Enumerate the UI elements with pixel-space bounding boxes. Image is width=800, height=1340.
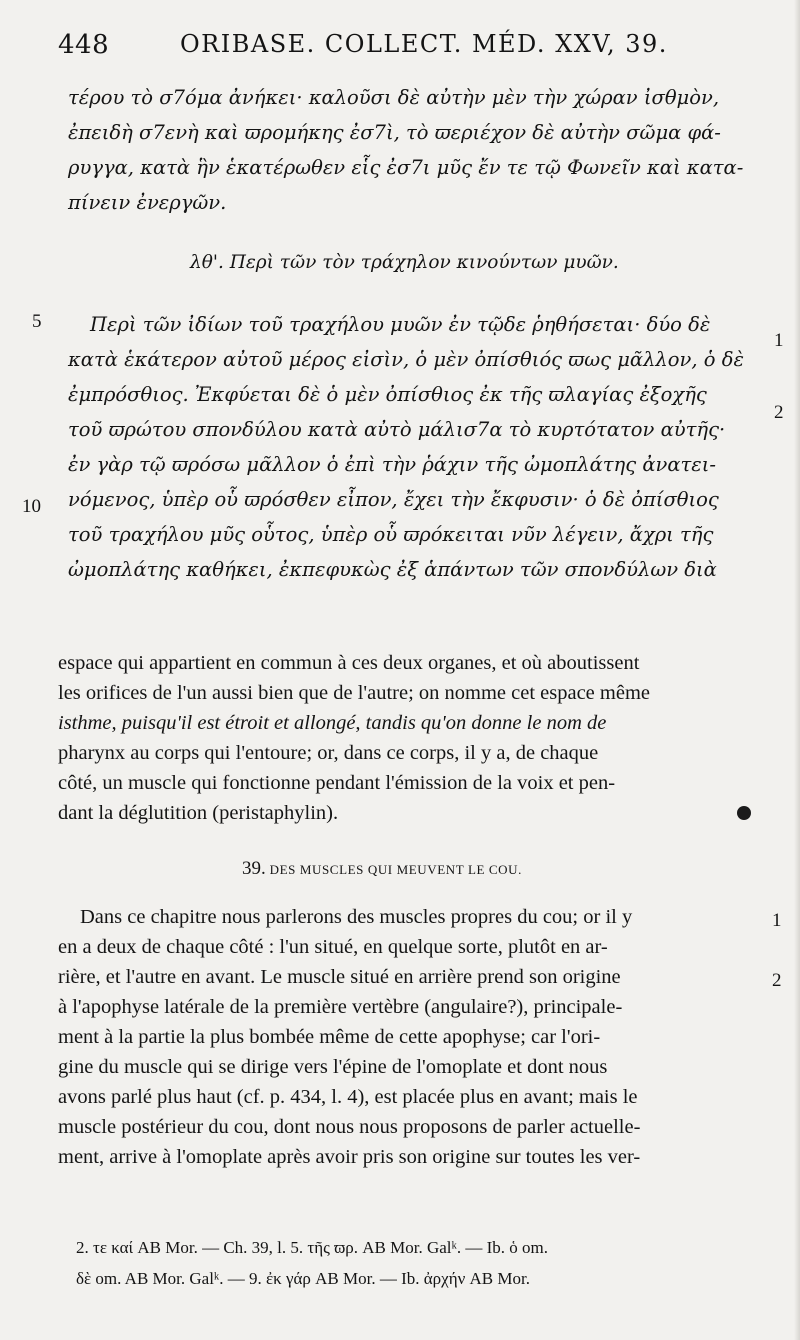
note-marker-margin: 1 [772, 910, 782, 931]
text-line: τοῦ τραχήλου μῦς οὗτος, ὑπὲρ οὗ ϖρόκειται νῦν λέγειν, ἄχρι τῆς [68, 523, 714, 546]
text-line: muscle postérieur du cou, dont nous nous proposons de parler actuelle- [58, 1116, 641, 1138]
footnote-line: δὲ om. AB Mor. Galᵏ. — 9. ἐκ γάρ AB Mor. — Ib. ἀρχήν AB Mor. [76, 1269, 530, 1288]
chapter-heading: DES MUSCLES QUI MEUVENT LE COU. [269, 862, 522, 877]
footnote-line: 2. τε καί AB Mor. — Ch. 39, l. 5. τῆς ϖρ. AB Mor. Galᵏ. — Ib. ὁ om. [76, 1238, 549, 1257]
page-number: 448 [58, 30, 110, 60]
text-line: espace qui appartient en commun à ces deux organes, et où aboutissent [58, 652, 640, 674]
text-line: ὠμοπλάτης καθήκει, ἐκπεφυκὼς ἐξ ἁπάντων τῶν σπονδύλων διὰ [68, 558, 717, 581]
text-line: en a deux de chaque côté : l'un situé, en quelque sorte, plutôt en ar- [58, 936, 608, 958]
text-line: ἐπειδὴ σ7ενὴ καὶ ϖρομήκης ἐσ7ὶ, τὸ ϖεριέχον δὲ αὐτὴν σῶμα φά- [68, 121, 721, 144]
note-marker-margin: 2 [772, 970, 782, 991]
text-line: côté, un muscle qui fonctionne pendant l'émission de la voix et pen- [58, 772, 616, 794]
text-line: ment, arrive à l'omoplate après avoir pris son origine sur toutes les ver- [58, 1146, 641, 1168]
french-text-section [58, 902, 758, 1172]
text-line: τοῦ ϖρώτου σπονδύλου κατὰ αὐτὸ μάλισ7α τὸ κυρτότατον αὐτῆς· [68, 418, 726, 441]
text-line: τέρου τὸ σ7όμα ἀνήκει· καλοῦσι δὲ αὐτὴν μὲν τὴν χώραν ἰσθμὸν, [68, 86, 720, 109]
chapter-number: 39. [242, 858, 266, 879]
ink-blot [737, 806, 751, 820]
greek-text-section [68, 307, 768, 587]
text-line: ment à la partie la plus bombée même de cette apophyse; car l'ori- [58, 1026, 601, 1048]
text-line: isthme, puisqu'il est étroit et allongé, tandis qu'on donne le nom de [58, 712, 607, 734]
text-line: ἐν γὰρ τῷ ϖρόσω μᾶλλον ὁ ἐπὶ τὴν ῥάχιν τῆς ὠμοπλάτης ἀνατει- [68, 453, 717, 476]
line-number-margin: 10 [22, 496, 41, 517]
line-number-margin: 5 [32, 311, 42, 332]
page-header [58, 30, 748, 70]
footnotes [76, 1232, 776, 1294]
text-line: ρυγγα, κατὰ ἣν ἑκατέρωθεν εἷς ἐσ7ι μῦς ἔν τε τῷ Φωνεῖν καὶ κατα- [68, 156, 744, 179]
note-marker-margin: 1 [774, 330, 784, 351]
note-marker-margin: 2 [774, 402, 784, 423]
text-line: κατὰ ἑκάτερον αὐτοῦ μέρος εἰσὶν, ὁ μὲν ὀπίσθιός ϖως μᾶλλον, ὁ δὲ [68, 348, 744, 371]
greek-text-top [68, 80, 768, 220]
french-text-top [58, 648, 758, 828]
text-line: ἐμπρόσθιος. Ἐκφύεται δὲ ὁ μὲν ὀπίσθιος ἐκ τῆς ϖλαγίας ἐξοχῆς [68, 383, 707, 406]
greek-chapter-title: λθ'. Περὶ τῶν τὸν τράχηλον κινούντων μυῶν. [190, 252, 619, 273]
text-line: les orifices de l'un aussi bien que de l'autre; on nomme cet espace même [58, 682, 650, 704]
french-chapter-title [242, 858, 522, 880]
text-line: pharynx au corps qui l'entoure; or, dans ce corps, il y a, de chaque [58, 742, 599, 764]
text-line: πίνειν ἐνεργῶν. [68, 191, 227, 214]
text-line: rière, et l'autre en avant. Le muscle situé en arrière prend son origine [58, 966, 621, 988]
text-line: gine du muscle qui se dirige vers l'épine de l'omoplate et dont nous [58, 1056, 608, 1078]
text-line: avons parlé plus haut (cf. p. 434, l. 4), est placée plus en avant; mais le [58, 1086, 638, 1108]
text-line: à l'apophyse latérale de la première vertèbre (angulaire?), principale- [58, 996, 623, 1018]
text-line: Dans ce chapitre nous parlerons des muscles propres du cou; or il y [80, 906, 633, 928]
page-edge-shadow [794, 0, 800, 1340]
text-line: Περὶ τῶν ἰδίων τοῦ τραχήλου μυῶν ἐν τῷδε ῥηθήσεται· δύο δὲ [90, 313, 711, 336]
text-line: dant la déglutition (peristaphylin). [58, 802, 339, 824]
text-line: νόμενος, ὑπὲρ οὗ ϖρόσθεν εἶπον, ἔχει τὴν ἔκφυσιν· ὁ δὲ ὀπίσθιος [68, 488, 719, 511]
running-head: ORIBASE. COLLECT. MÉD. XXV, 39. [180, 30, 668, 58]
